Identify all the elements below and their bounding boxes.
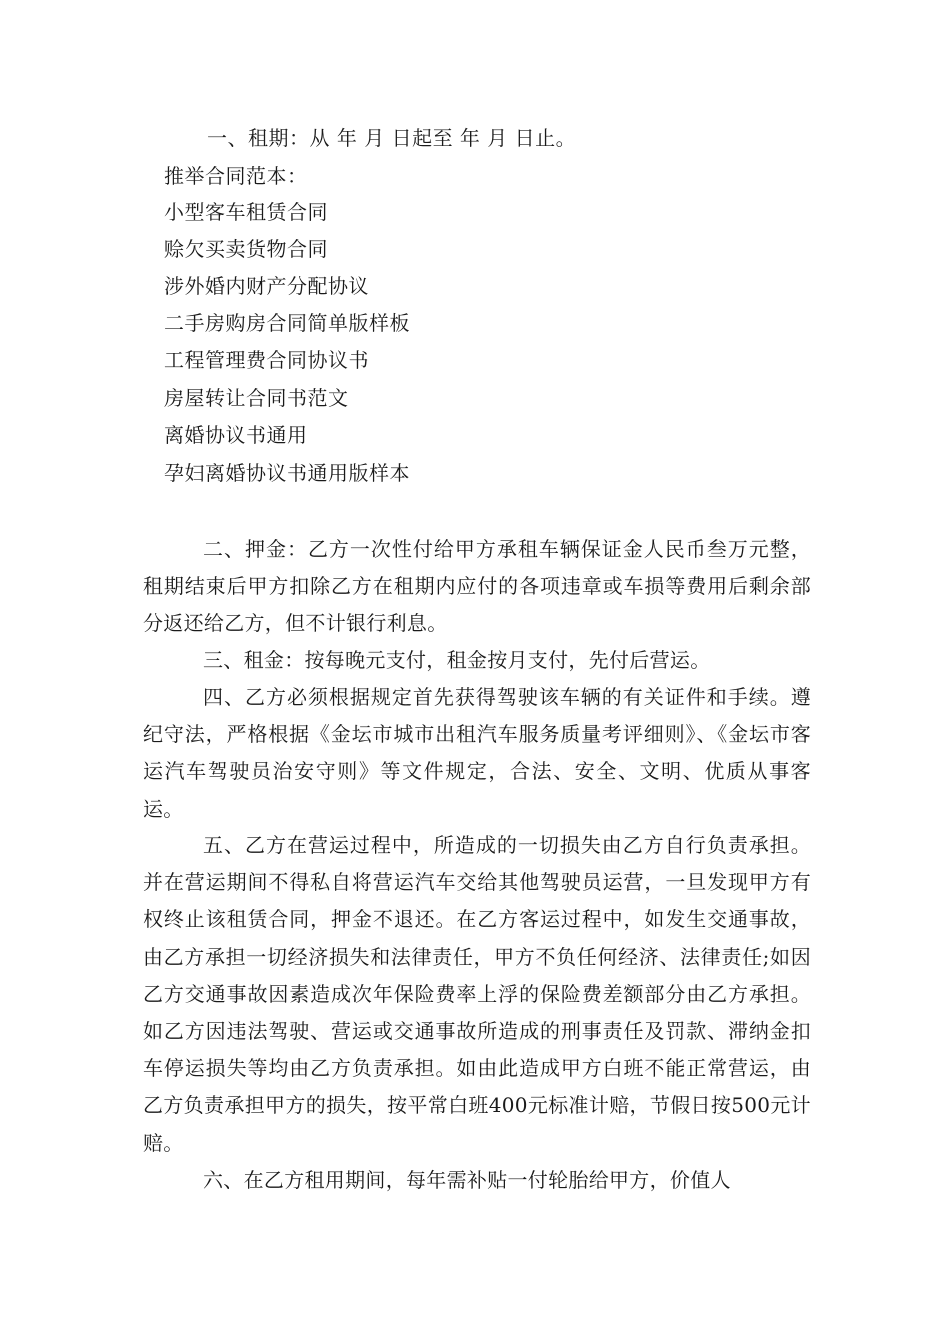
recommended-link-2[interactable]: 赊欠买卖货物合同 bbox=[164, 237, 328, 261]
recommended-link-1[interactable]: 小型客车租赁合同 bbox=[164, 200, 328, 224]
recommended-link-4[interactable]: 二手房购房合同简单版样板 bbox=[164, 311, 410, 335]
compliance-clause: 四、乙方必须根据规定首先获得驾驶该车辆的有关证件和手续。遵纪守法，严格根据《金坛市城市出租汽车服务质量考评细则》、《金坛市客运汽车驾驶员治安守则》等文件规定，合法、安全、文明、优质从事客运。 bbox=[143, 685, 811, 821]
liability-clause: 五、乙方在营运过程中，所造成的一切损失由乙方自行负责承担。并在营运期间不得私自将营运汽车交给其他驾驶员运营，一旦发现甲方有权终止该租赁合同，押金不退还。在乙方客运过程中，如发生交通事故，由乙方承担一切经济损失和法律责任，甲方不负任何经济、法律责任;如因乙方交通事故因素造成次年保险费率上浮的保险费差额部分由乙方承担。如乙方因违法驾驶、营运或交通事故所造成的刑事责任及罚款、滞纳金扣车停运损失等均由乙方负责承担。如由此造成甲方白班不能正常营运，由乙方负责承担甲方的损失，按平常白班400元标准计赔，节假日按500元计赔。 bbox=[143, 833, 811, 1155]
lease-term-clause: 一、租期：从 年 月 日起至 年 月 日止。 bbox=[207, 126, 577, 150]
deposit-clause: 二、押金：乙方一次性付给甲方承租车辆保证金人民币叁万元整，租期结束后甲方扣除乙方在租期内应付的各项违章或车损等费用后剩余部分返还给乙方，但不计银行利息。 bbox=[143, 537, 811, 636]
recommended-link-5[interactable]: 工程管理费合同协议书 bbox=[164, 348, 369, 372]
recommended-link-7[interactable]: 离婚协议书通用 bbox=[164, 423, 308, 447]
tires-clause: 六、在乙方租用期间，每年需补贴一付轮胎给甲方，价值人 bbox=[203, 1168, 731, 1192]
recommended-heading: 推举合同范本： bbox=[164, 164, 308, 188]
rent-clause: 三、租金：按每晚元支付，租金按月支付，先付后营运。 bbox=[203, 648, 711, 672]
recommended-link-3[interactable]: 涉外婚内财产分配协议 bbox=[164, 274, 369, 298]
recommended-link-6[interactable]: 房屋转让合同书范文 bbox=[164, 386, 349, 410]
recommended-link-8[interactable]: 孕妇离婚协议书通用版样本 bbox=[164, 461, 410, 485]
